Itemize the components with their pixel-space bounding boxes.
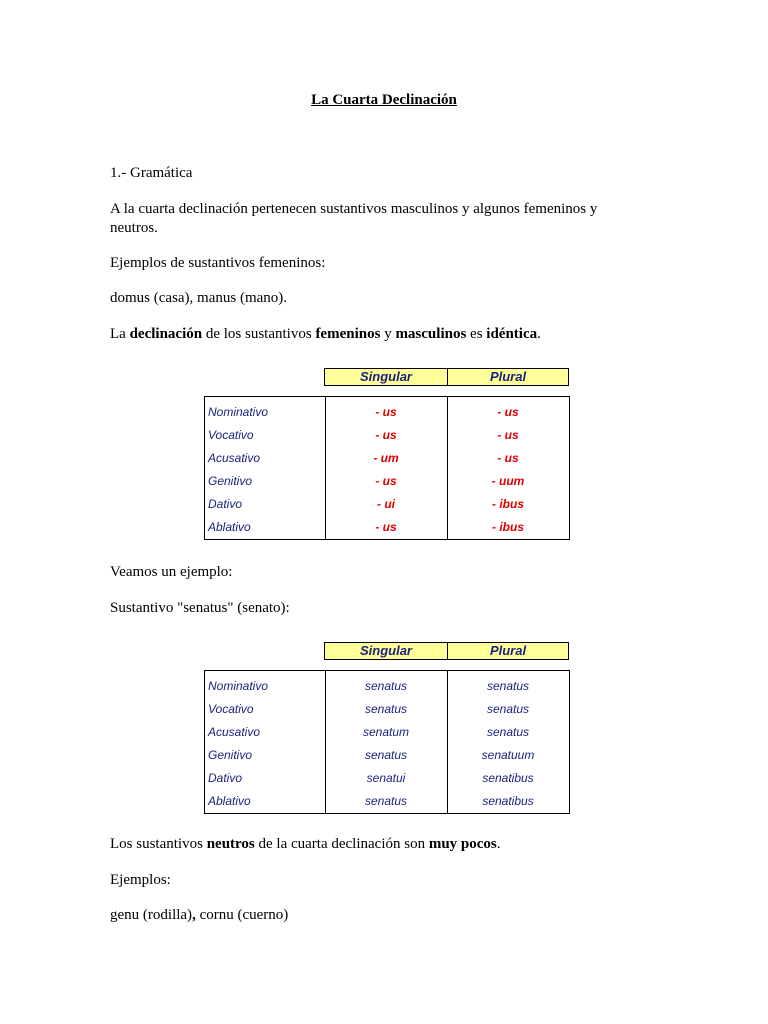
text-run: y [380,326,396,342]
bold-run: neutros [206,836,255,852]
examples-neuter [110,906,650,925]
text-run: . [496,836,501,852]
table-row [205,424,569,447]
header-plural: Plural [489,643,527,658]
table-row [205,767,569,790]
plural-form: senatibus [482,794,534,808]
case-name: Vocativo [208,702,254,716]
bold-run: idéntica [486,326,538,342]
text-run: de la cuarta declinación son [254,836,429,852]
text-run: cornu (cuerno) [195,907,289,923]
bold-run: femeninos [315,326,381,342]
bold-run: declinación [129,326,203,342]
singular-form: senatus [364,702,408,716]
examples-fem: domus (casa), manus (mano). [110,290,288,306]
singular-ending: - us [375,474,397,488]
text-run: . [537,326,541,342]
case-name: Acusativo [208,725,261,739]
table-row [205,493,569,516]
singular-form: senatus [364,748,408,762]
neuter-paragraph [110,835,650,854]
table-row [205,516,569,539]
case-name: Dativo [208,497,243,511]
case-name: Genitivo [208,474,253,488]
text-run: genu (rodilla) [110,907,193,923]
bold-run: , [192,907,196,923]
text-run: Los sustantivos [110,836,207,852]
intro-line-2: neutros. [110,220,158,236]
text-run: La [110,326,130,342]
case-name: Ablativo [208,520,251,534]
table-row [205,698,569,721]
singular-ending: - us [375,405,397,419]
senatus-table-header [324,642,569,660]
page-title: La Cuarta Declinación [311,92,457,108]
singular-ending: - us [375,520,397,534]
singular-ending: - ui [377,497,395,511]
bold-run: masculinos [395,326,467,342]
table-row [205,447,569,470]
case-name: Vocativo [208,428,254,442]
example-noun: Sustantivo "senatus" (senato): [110,600,290,616]
header-singular: Singular [325,369,448,385]
examples-fem-label: Ejemplos de sustantivos femeninos: [110,255,326,271]
case-name: Nominativo [208,405,269,419]
plural-ending: - us [497,405,519,419]
singular-form: senatus [364,679,408,693]
table-row [205,401,569,424]
intro-paragraph [110,200,650,238]
plural-ending: - ibus [492,497,524,511]
plural-ending: - ibus [492,520,524,534]
intro-line-1: A la cuarta declinación pertenecen sustantivos masculinos y algunos femeninos y [110,201,598,217]
singular-form: senatum [362,725,410,739]
table-row [205,744,569,767]
plural-form: senatus [486,725,530,739]
section-heading: 1.- Gramática [110,165,193,181]
table-row [205,721,569,744]
plural-ending: - us [497,451,519,465]
plural-ending: - us [497,428,519,442]
bold-run: muy pocos [428,836,497,852]
singular-form: senatui [366,771,406,785]
case-name: Ablativo [208,794,251,808]
case-name: Dativo [208,771,243,785]
case-name: Genitivo [208,748,253,762]
singular-ending: - um [373,451,399,465]
singular-form: senatus [364,794,408,808]
plural-form: senatus [486,679,530,693]
text-run: de los sustantivos [202,326,316,342]
header-singular: Singular [325,643,448,659]
endings-table-header [324,368,569,386]
plural-ending: - uum [491,474,525,488]
plural-form: senatus [486,702,530,716]
endings-table-body [204,396,570,540]
singular-ending: - us [375,428,397,442]
case-name: Nominativo [208,679,269,693]
identical-paragraph [110,325,650,344]
example-label: Veamos un ejemplo: [110,564,233,580]
text-run: es [466,326,487,342]
table-row [205,790,569,813]
table-row [205,675,569,698]
examples-label: Ejemplos: [110,872,171,888]
table-row [205,470,569,493]
plural-form: senatuum [481,748,535,762]
plural-form: senatibus [482,771,534,785]
senatus-table-body [204,670,570,814]
case-name: Acusativo [208,451,261,465]
header-plural: Plural [489,369,527,384]
